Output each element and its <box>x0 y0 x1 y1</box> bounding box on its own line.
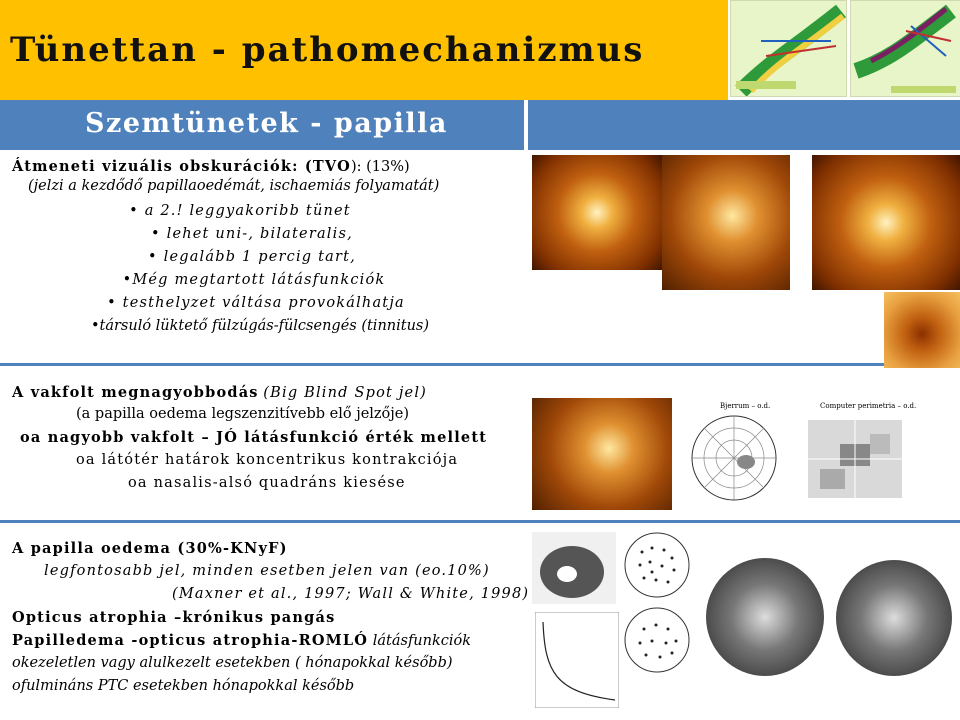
section3-line-4-italic: látásfunkciók <box>368 633 472 649</box>
section3-line-1: legfontosabb jel, minden esetben jelen van (eo.10%) <box>44 563 490 579</box>
section3-line-4 <box>12 632 471 650</box>
graph-curve <box>535 612 619 708</box>
section2-line-1: (a papilla oedema legszenzitívebb elő jelzője) <box>76 406 410 422</box>
section1-heading-bold: Átmeneti vizuális obskurációk: (TVO <box>12 158 351 175</box>
section1-bullet-1: • a 2.! leggyakoribb tünet <box>129 203 351 219</box>
page-title: Tünettan - pathomechanizmus <box>10 30 645 70</box>
fundus-photo-4 <box>884 292 960 368</box>
visual-field-gray-1-drawing <box>532 532 616 604</box>
bjerrum-chart <box>688 412 780 504</box>
fundus-photo-5 <box>532 398 672 510</box>
section3-line-3: Opticus atrophia –krónikus pangás <box>12 609 336 626</box>
nerve-diagram-right-drawing <box>851 1 960 96</box>
divider-2 <box>0 520 960 523</box>
section3-line-4-bold: Papilledema -opticus atrophia-ROMLÓ <box>12 632 369 649</box>
section2-heading-bold: A vakfolt megnagyobbodás <box>12 384 259 401</box>
section1-bullet-6: •társuló lüktető fülzúgás-fülcsengés (tinnitus) <box>90 318 430 334</box>
section1-bullet-5: • testhelyzet váltása provokálhatja <box>107 295 405 311</box>
column-divider <box>524 100 528 720</box>
section1-bullet-3: • legalább 1 percig tart, <box>148 249 356 265</box>
visual-field-gray-3 <box>836 560 952 676</box>
fundus-photo-1 <box>532 155 662 270</box>
visual-field-dots-2 <box>622 605 692 675</box>
subtitle-right-panel <box>528 104 960 148</box>
visual-field-gray-2 <box>706 558 824 676</box>
section2-line-3: oa látótér határok koncentrikus kontrakciója <box>76 452 459 468</box>
section2-line-2: oa nagyobb vakfolt – JÓ látásfunkció érték mellett <box>20 429 488 446</box>
visual-field-dots-1 <box>622 530 692 600</box>
section3-line-2: (Maxner et al., 1997; Wall & White, 1998) <box>172 586 530 602</box>
nerve-diagram-left <box>730 0 847 97</box>
computer-perimetry-label: Computer perimetria – o.d. <box>820 402 917 410</box>
section3-heading: A papilla oedema (30%-KNyF) <box>12 540 288 557</box>
nerve-diagram-left-drawing <box>731 1 846 96</box>
section2-line-4: oa nasalis-alsó quadráns kiesése <box>128 475 406 491</box>
bjerrum-label: Bjerrum – o.d. <box>720 402 771 410</box>
section2-heading <box>12 384 427 402</box>
section1-bullet-4: •Még megtartott látásfunkciók <box>122 272 386 288</box>
computer-perimetry-chart <box>800 414 910 504</box>
section3-line-6: ofulmináns PTC esetekben hónapokkal később <box>12 678 355 694</box>
section1-heading-rest: ): (13%) <box>350 159 410 175</box>
section1-heading <box>12 158 410 176</box>
section1-bullet-2: • lehet uni-, bilateralis, <box>151 226 353 242</box>
divider-1 <box>0 363 960 366</box>
section3-line-5: okezeletlen vagy alulkezelt esetekben ( hónapokkal később) <box>12 655 453 671</box>
section-subtitle: Szemtünetek - papilla <box>85 108 448 139</box>
section1-note: (jelzi a kezdődő papillaoedémát, ischaemiás folyamatát) <box>28 178 440 194</box>
visual-field-gray-1 <box>532 532 616 604</box>
section2-heading-italic: (Big Blind Spot jel) <box>263 385 428 401</box>
fundus-photo-3 <box>812 155 960 290</box>
fundus-photo-2 <box>662 155 790 290</box>
nerve-diagram-right <box>850 0 960 97</box>
